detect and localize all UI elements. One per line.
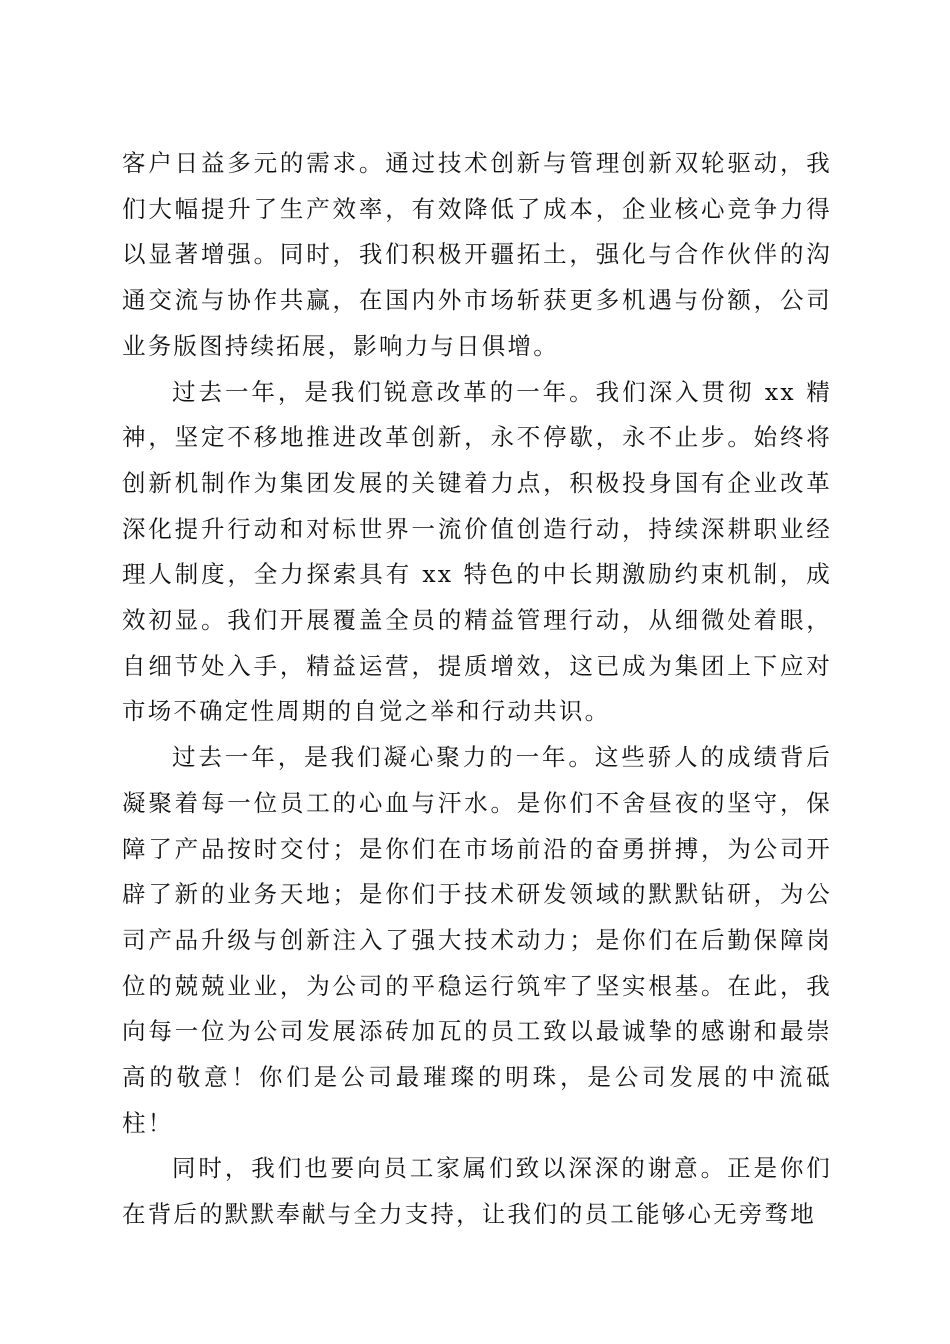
paragraph-3: 过去一年，是我们凝心聚力的一年。这些骄人的成绩背后凝聚着每一位员工的心血与汗水。是你们不舍昼夜的坚守，保障了产品按时交付；是你们在市场前沿的奋勇拼搏，为公司开辟了新的业务天地；是你们于技术研发领域的默默钻研，为公司产品升级与创新注入了强大技术动力；是你们在后勤保障岗位的兢兢业业，为公司的平稳运行筑牢了坚实根基。在此，我向每一位为公司发展添砖加瓦的员工致以最诚挚的感谢和最崇高的敬意！你们是公司最璀璨的明珠，是公司发展的中流砥柱！ <box>122 743 832 1137</box>
paragraph-1: 客户日益多元的需求。通过技术创新与管理创新双轮驱动，我们大幅提升了生产效率，有效降低了成本，企业核心竞争力得以显著增强。同时，我们积极开疆拓土，强化与合作伙伴的沟通交流与协作共赢，在国内外市场斩获更多机遇与份额，公司业务版图持续拓展，影响力与日俱增。 <box>122 149 832 360</box>
paragraph-2: 过去一年，是我们锐意改革的一年。我们深入贯彻 xx 精神，坚定不移地推进改革创新，永不停歇，永不止步。始终将创新机制作为集团发展的关键着力点，积极投身国有企业改革深化提升行动和对标世界一流价值创造行动，持续深耕职业经理人制度，全力探索具有 xx 特色的中长期激励约束机制，成效初显。我们开展覆盖全员的精益管理行动，从细微处着眼，自细节处入手，精益运营，提质增效，这已成为集团上下应对市场不确定性周期的自觉之举和行动共识。 <box>122 377 832 726</box>
paragraph-4: 同时，我们也要向员工家属们致以深深的谢意。正是你们在背后的默默奉献与全力支持，让我们的员工能够心无旁骛地 <box>122 1154 832 1229</box>
document-body <box>122 141 832 1238</box>
